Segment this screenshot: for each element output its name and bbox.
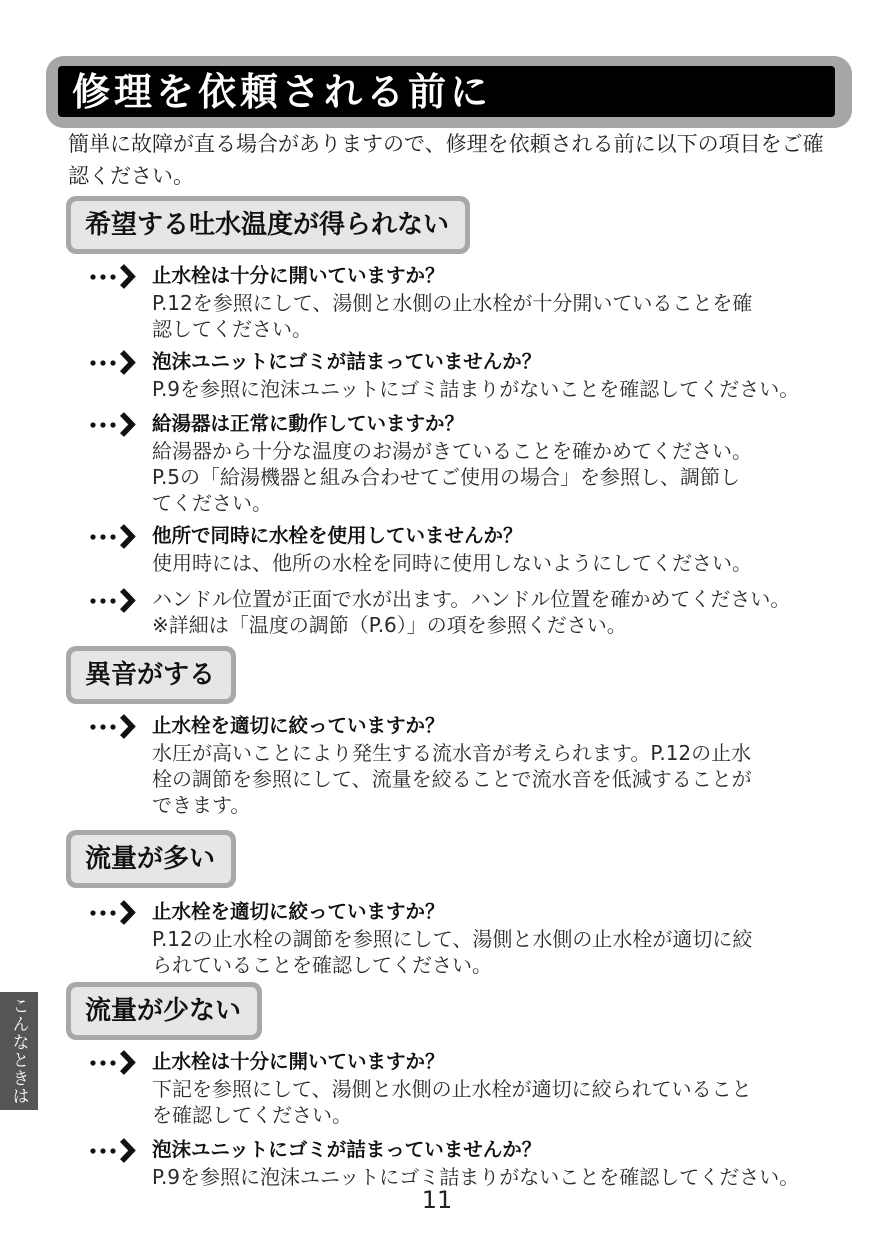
arrow-bullet-icon bbox=[88, 262, 144, 290]
answer-line: を確認してください。 bbox=[152, 1103, 352, 1127]
list-item bbox=[88, 586, 838, 638]
answer-line: できます。 bbox=[152, 793, 251, 817]
answer-line: ハンドル位置が正面で水が出ます。ハンドル位置を確かめてください。 bbox=[152, 587, 791, 611]
list-item bbox=[88, 1048, 838, 1128]
section-heading-label: 流量が多い bbox=[71, 835, 231, 883]
arrow-bullet-icon bbox=[88, 712, 144, 740]
question: 泡沫ユニットにゴミが詰まっていませんか？ bbox=[152, 350, 542, 373]
answer-line: P.12の止水栓の調節を参照にして、湯側と水側の止水栓が適切に絞 bbox=[152, 927, 753, 951]
section-heading-label: 流量が少ない bbox=[71, 987, 257, 1035]
arrow-bullet-icon bbox=[88, 522, 144, 550]
list-item bbox=[88, 712, 838, 818]
page-title: 修理を依頼される前に bbox=[72, 70, 493, 114]
arrow-bullet-icon bbox=[88, 898, 144, 926]
question: 止水栓は十分に開いていますか？ bbox=[152, 264, 445, 287]
answer bbox=[152, 740, 838, 818]
answer bbox=[152, 290, 838, 342]
answer-line: 認してください。 bbox=[152, 317, 312, 341]
section-heading-label: 希望する吐水温度が得られない bbox=[71, 201, 465, 249]
list-item bbox=[88, 410, 838, 516]
answer-line: P.5の「給湯機器と組み合わせてご使用の場合」を参照し、調節し bbox=[152, 465, 741, 489]
question: 止水栓は十分に開いていますか？ bbox=[152, 1050, 445, 1073]
intro-text: 簡単に故障が直る場合がありますので、修理を依頼される前に以下の項目をご確認ください。 bbox=[68, 132, 824, 188]
page-title-banner bbox=[46, 56, 852, 128]
list-item bbox=[88, 1136, 838, 1190]
side-index-tab: こんなときは bbox=[0, 992, 38, 1110]
answer-line: てください。 bbox=[152, 491, 272, 515]
answer bbox=[152, 438, 838, 516]
section-heading-noise bbox=[66, 646, 236, 704]
question: 他所で同時に水栓を使用していませんか？ bbox=[152, 524, 523, 547]
answer-line: P.12を参照にして、湯側と水側の止水栓が十分開いていることを確 bbox=[152, 291, 753, 315]
page-title-bar bbox=[58, 66, 835, 117]
list-item bbox=[88, 348, 838, 402]
arrow-bullet-icon bbox=[88, 1048, 144, 1076]
answer bbox=[152, 376, 838, 402]
list-item bbox=[88, 522, 838, 576]
list-item bbox=[88, 262, 838, 342]
arrow-bullet-icon bbox=[88, 1136, 144, 1164]
page-number: 11 bbox=[421, 1186, 453, 1214]
question: 給湯器は正常に動作していますか？ bbox=[152, 412, 465, 435]
answer-line: 栓の調節を参照にして、流量を絞ることで流水音を低減することが bbox=[152, 767, 752, 791]
answer-line: 給湯器から十分な温度のお湯がきていることを確かめてください。 bbox=[152, 439, 752, 463]
section-heading-flow-high bbox=[66, 830, 236, 888]
answer bbox=[152, 586, 838, 638]
arrow-bullet-icon bbox=[88, 348, 144, 376]
list-item bbox=[88, 898, 838, 978]
arrow-bullet-icon bbox=[88, 410, 144, 438]
answer bbox=[152, 550, 838, 576]
section-heading-flow-low bbox=[66, 982, 262, 1040]
answer-line: 水圧が高いことにより発生する流水音が考えられます。P.12の止水 bbox=[152, 741, 752, 765]
answer-line: られていることを確認してください。 bbox=[152, 953, 492, 977]
question: 泡沫ユニットにゴミが詰まっていませんか？ bbox=[152, 1138, 542, 1161]
answer bbox=[152, 926, 838, 978]
answer-line: 下記を参照にして、湯側と水側の止水栓が適切に絞られていること bbox=[152, 1077, 752, 1101]
section-heading-label: 異音がする bbox=[71, 651, 231, 699]
question: 止水栓を適切に絞っていますか？ bbox=[152, 900, 445, 923]
section-heading-temperature bbox=[66, 196, 470, 254]
answer bbox=[152, 1076, 838, 1128]
answer-line: P.9を参照に泡沫ユニットにゴミ詰まりがないことを確認してください。 bbox=[152, 377, 800, 401]
question: 止水栓を適切に絞っていますか？ bbox=[152, 714, 445, 737]
arrow-bullet-icon bbox=[88, 586, 144, 614]
answer-line: P.9を参照に泡沫ユニットにゴミ詰まりがないことを確認してください。 bbox=[152, 1165, 800, 1189]
answer-line: ※詳細は「温度の調節（P.6）」の項を参照ください。 bbox=[152, 613, 627, 637]
answer-line: 使用時には、他所の水栓を同時に使用しないようにしてください。 bbox=[152, 551, 752, 575]
